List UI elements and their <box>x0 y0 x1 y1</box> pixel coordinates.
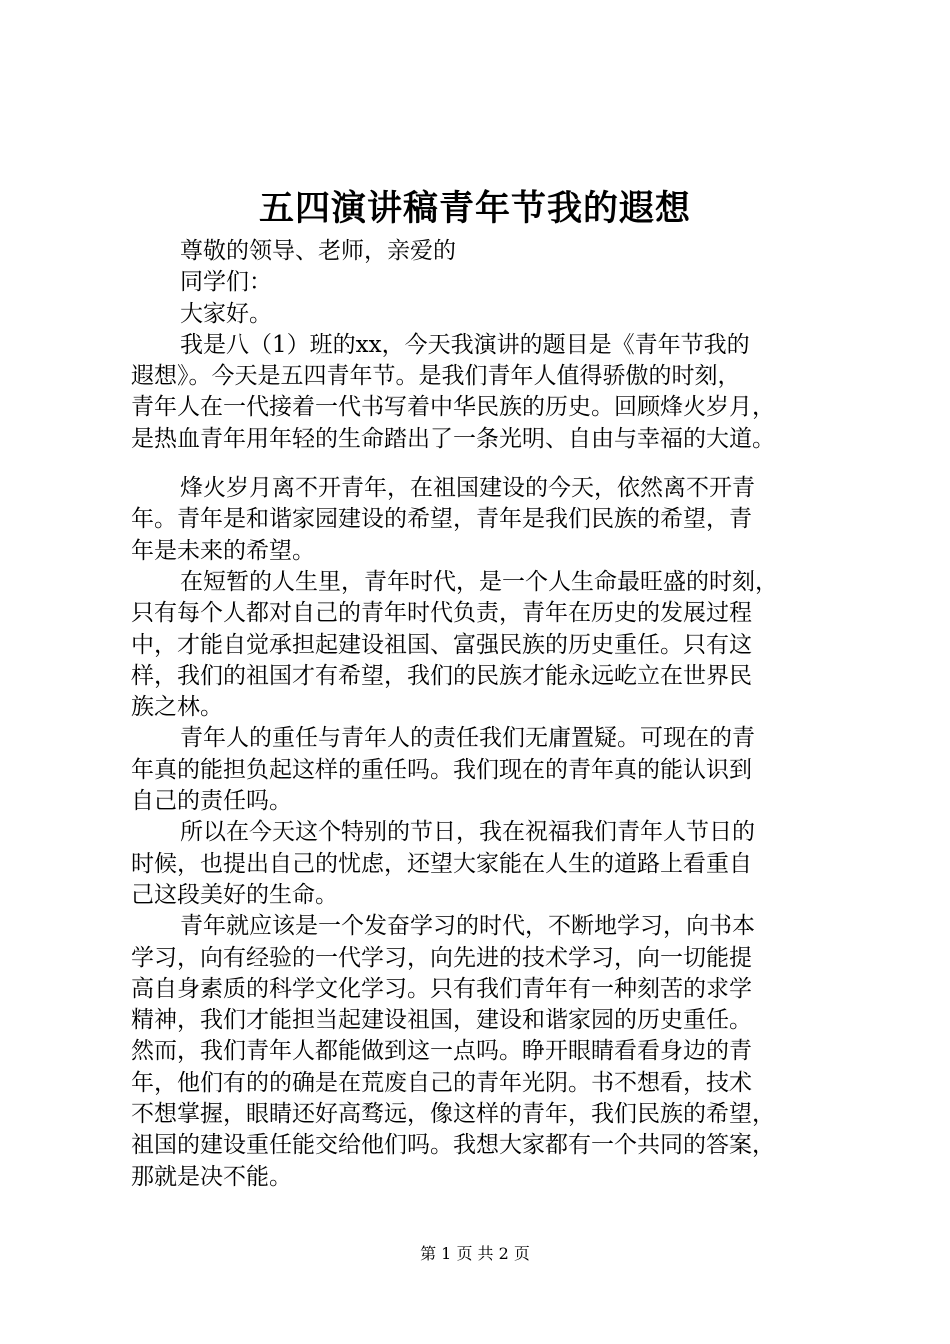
body-line: 在短暂的人生里，青年时代，是一个人生命最旺盛的时刻， <box>180 568 778 595</box>
body-line: 中，才能自觉承担起建设祖国、富强民族的历史重任。只有这 <box>131 631 752 658</box>
body-line: 只有每个人都对自己的青年时代负责，青年在历史的发展过程 <box>131 600 752 627</box>
body-line: 族之林。 <box>131 694 223 721</box>
body-line: 高自身素质的科学文化学习。只有我们青年有一种刻苦的求学 <box>131 975 752 1002</box>
body-line: 烽火岁月离不开青年，在祖国建设的今天，依然离不开青 <box>180 475 755 502</box>
body-line: 己这段美好的生命。 <box>131 881 338 908</box>
body-line: 年，他们有的的确是在荒废自己的青年光阴。书不想看，技术 <box>131 1069 752 1096</box>
body-line: 大家好。 <box>180 300 272 327</box>
body-line: 年是未来的希望。 <box>131 537 315 564</box>
body-line: 那就是决不能。 <box>131 1163 292 1190</box>
body-line: 祖国的建设重任能交给他们吗。我想大家都有一个共同的答案， <box>131 1132 775 1159</box>
body-line: 然而，我们青年人都能做到这一点吗。睁开眼睛看看身边的青 <box>131 1038 752 1065</box>
body-line: 尊敬的领导、老师，亲爱的 <box>180 238 456 264</box>
document-title: 五四演讲稿青年节我的遐想 <box>258 188 691 229</box>
body-line: 时候，也提出自己的忧虑，还望大家能在人生的道路上看重自 <box>131 850 752 877</box>
body-line: 不想掌握，眼睛还好高骛远，像这样的青年，我们民族的希望， <box>131 1101 775 1128</box>
body-line: 年。青年是和谐家园建设的希望，青年是我们民族的希望，青 <box>131 506 752 533</box>
paragraph-gap <box>131 455 851 473</box>
body-line: 年真的能担负起这样的重任吗。我们现在的青年真的能认识到 <box>131 756 752 783</box>
body-line: 所以在今天这个特别的节日，我在祝福我们青年人节日的 <box>180 819 755 846</box>
body-line: 青年人的重任与青年人的责任我们无庸置疑。可现在的青 <box>180 725 755 752</box>
document-body <box>131 236 851 1193</box>
body-line: 同学们： <box>180 269 272 296</box>
body-line: 学习，向有经验的一代学习，向先进的技术学习，向一切能提 <box>131 944 752 971</box>
body-line: 我是八（1）班的xx，今天我演讲的题目是《青年节我的 <box>180 331 750 358</box>
body-line: 精神，我们才能担当起建设祖国，建设和谐家园的历史重任。 <box>131 1007 752 1034</box>
body-line: 自己的责任吗。 <box>131 788 292 815</box>
page-footer: 第 1 页 共 2 页 <box>420 1244 530 1263</box>
body-line: 是热血青年用年轻的生命踏出了一条光明、自由与幸福的大道。 <box>131 425 775 452</box>
body-line: 遐想》。今天是五四青年节。是我们青年人值得骄傲的时刻， <box>131 363 741 390</box>
body-line: 青年人在一代接着一代书写着中华民族的历史。回顾烽火岁月， <box>131 394 775 421</box>
body-line: 青年就应该是一个发奋学习的时代，不断地学习，向书本 <box>180 913 755 940</box>
body-line: 样，我们的祖国才有希望，我们的民族才能永远屹立在世界民 <box>131 662 752 689</box>
